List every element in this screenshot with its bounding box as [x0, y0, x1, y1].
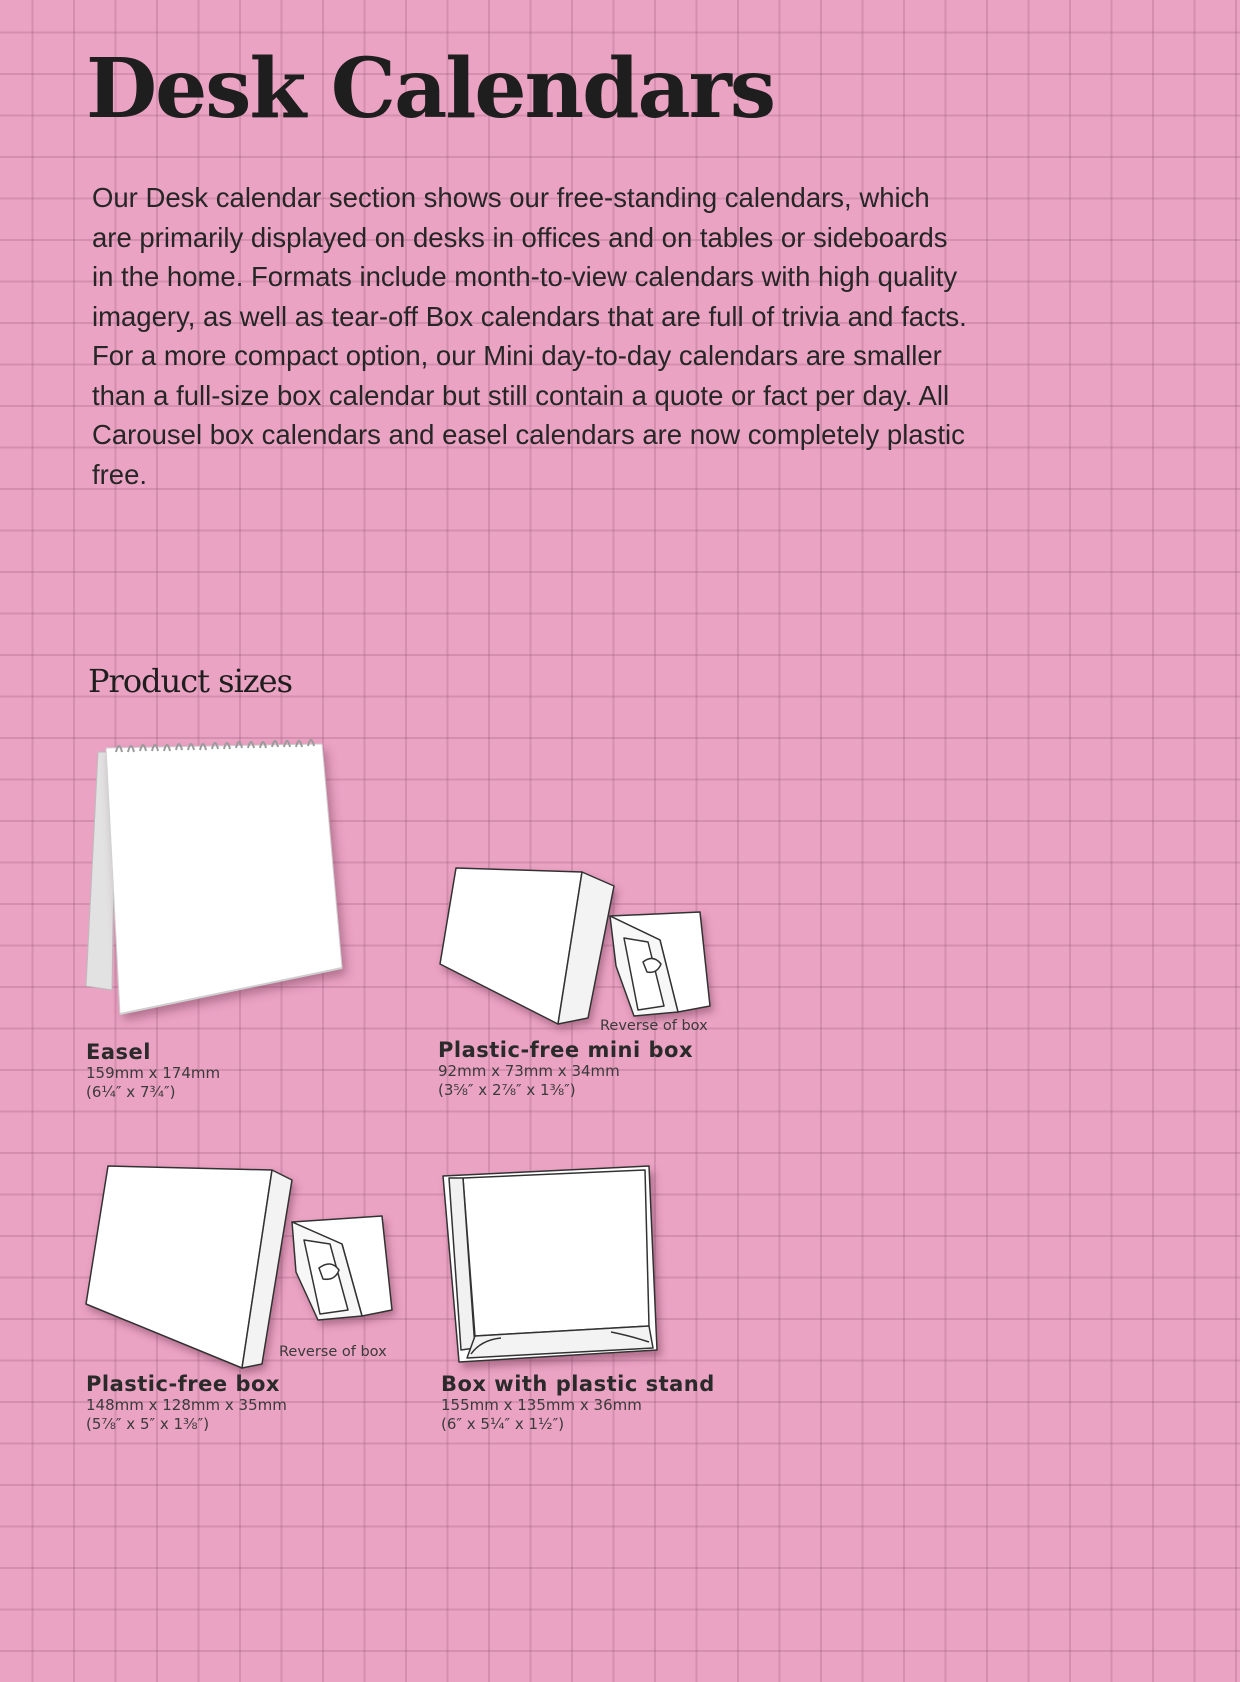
reverse-of-box-note: Reverse of box	[279, 1344, 387, 1360]
product-dimensions-in: (6¼″ x 7¾″)	[86, 1083, 176, 1101]
product-name: Plastic-free mini box	[438, 1038, 693, 1062]
product-name: Easel	[86, 1040, 151, 1064]
mini-box-calendar-icon	[438, 866, 718, 1026]
product-name: Box with plastic stand	[441, 1372, 715, 1396]
product-name: Plastic-free box	[86, 1372, 280, 1396]
product-dimensions-mm: 159mm x 174mm	[86, 1064, 221, 1082]
product-card-mini-box	[438, 866, 738, 1106]
product-card-plastic-free-box	[86, 1164, 416, 1444]
product-dimensions-in: (6″ x 5¼″ x 1½″)	[441, 1415, 565, 1433]
page-title: Desk Calendars	[86, 41, 774, 137]
product-card-box-with-plastic-stand	[441, 1164, 771, 1444]
product-dimensions-mm: 148mm x 128mm x 35mm	[86, 1396, 287, 1414]
box-calendar-icon	[86, 1164, 396, 1374]
product-dimensions-mm: 92mm x 73mm x 34mm	[438, 1062, 620, 1080]
easel-calendar-icon	[86, 730, 356, 1030]
intro-paragraph: Our Desk calendar section shows our free-standing calendars, which are primarily displayed on desks in offices and on tables or sideboards in the home. Formats include month-to-view calendars with high quality imagery, as well as tear-off Box calendars that are full of trivia and facts. For a more compact option, our Mini day-to-day calendars are smaller than a full-size box calendar but still contain a quote or fact per day. All Carousel box calendars and easel calendars are now completely plastic free.	[92, 182, 967, 490]
reverse-of-box-note: Reverse of box	[600, 1018, 708, 1034]
product-card-easel	[86, 730, 416, 1110]
product-dimensions-in: (5⅞″ x 5″ x 1⅜″)	[86, 1415, 210, 1433]
plastic-stand-box-icon	[441, 1164, 661, 1364]
product-dimensions-mm: 155mm x 135mm x 36mm	[441, 1396, 642, 1414]
product-dimensions-in: (3⅝″ x 2⅞″ x 1⅜″)	[438, 1081, 576, 1099]
section-heading-product-sizes: Product sizes	[88, 662, 293, 700]
